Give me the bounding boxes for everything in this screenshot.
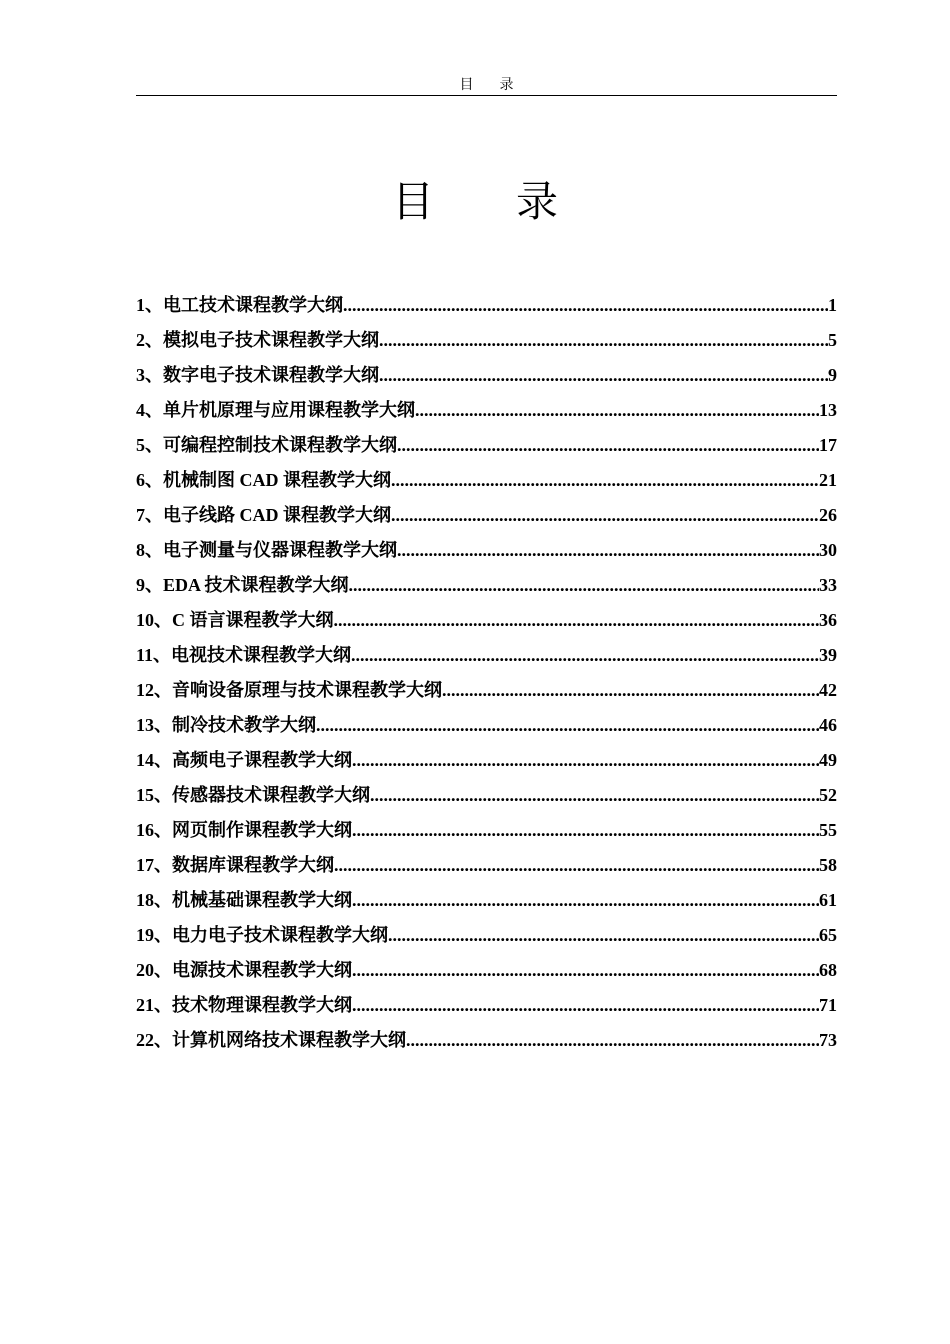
toc-entry-label: 3、数字电子技术课程教学大纲 [136,365,379,385]
toc-dot-leader [370,778,819,813]
toc-entry[interactable] [136,953,837,988]
toc-entry-label: 21、技术物理课程教学大纲 [136,995,352,1015]
toc-entry[interactable] [136,1023,837,1058]
toc-entry-label: 2、模拟电子技术课程教学大纲 [136,330,379,350]
toc-dot-leader [316,708,819,743]
toc-entry-label: 8、电子测量与仪器课程教学大纲 [136,540,397,560]
toc-entry-label: 12、音响设备原理与技术课程教学大纲 [136,680,442,700]
toc-dot-leader [352,883,819,918]
toc-entry-label: 10、C 语言课程教学大纲 [136,610,334,630]
toc-entry[interactable] [136,533,837,568]
toc-entry[interactable] [136,568,837,603]
toc-entry[interactable] [136,288,837,323]
toc-entry-page-number: 17 [819,435,837,455]
toc-dot-leader [379,323,828,358]
toc-entry-label: 11、电视技术课程教学大纲 [136,645,352,665]
page-title: 目录 [391,177,640,226]
toc-entry-label: 16、网页制作课程教学大纲 [136,820,352,840]
toc-entry-page-number: 21 [819,470,837,490]
toc-dot-leader [334,603,820,638]
toc-entry-page-number: 42 [819,680,837,700]
toc-entry-page-number: 71 [819,995,837,1015]
toc-entry-label: 5、可编程控制技术课程教学大纲 [136,435,397,455]
toc-dot-leader [352,813,819,848]
toc-entry-page-number: 13 [819,400,837,420]
toc-entry-page-number: 33 [819,575,837,595]
toc-dot-leader [397,428,819,463]
toc-entry[interactable] [136,463,837,498]
toc-dot-leader [391,463,819,498]
toc-dot-leader [349,568,819,603]
toc-dot-leader [352,953,819,988]
toc-entry-page-number: 61 [819,890,837,910]
toc-entry[interactable] [136,743,837,778]
toc-entry-page-number: 26 [819,505,837,525]
toc-entry-label: 22、计算机网络技术课程教学大纲 [136,1030,406,1050]
toc-entry[interactable] [136,918,837,953]
toc-dot-leader [352,743,819,778]
toc-entry-page-number: 52 [819,785,837,805]
toc-entry-label: 6、机械制图 CAD 课程教学大纲 [136,470,391,490]
toc-dot-leader [334,848,819,883]
toc-entry[interactable] [136,428,837,463]
toc-entry-page-number: 49 [819,750,837,770]
toc-entry-label: 4、单片机原理与应用课程教学大纲 [136,400,415,420]
toc-entry-label: 15、传感器技术课程教学大纲 [136,785,370,805]
toc-dot-leader [406,1023,819,1058]
toc-entry-page-number: 30 [819,540,837,560]
toc-entry[interactable] [136,638,837,673]
toc-entry-page-number: 58 [819,855,837,875]
running-header: 目录 [459,78,540,93]
toc-entry-label: 1、电工技术课程教学大纲 [136,295,343,315]
toc-entry[interactable] [136,848,837,883]
toc-entry-page-number: 39 [819,645,837,665]
toc-entry-label: 7、电子线路 CAD 课程教学大纲 [136,505,391,525]
toc-entry-label: 19、电力电子技术课程教学大纲 [136,925,388,945]
toc-dot-leader [379,358,828,393]
toc-dot-leader [415,393,819,428]
toc-entry-page-number: 68 [819,960,837,980]
toc-entry-label: 13、制冷技术教学大纲 [136,715,316,735]
toc-dot-leader [352,988,819,1023]
toc-entry-page-number: 73 [819,1030,837,1050]
toc-entry-page-number: 36 [819,610,837,630]
toc-entry-page-number: 65 [819,925,837,945]
table-of-contents [136,288,837,1058]
toc-entry[interactable] [136,988,837,1023]
toc-dot-leader [351,638,819,673]
toc-entry[interactable] [136,778,837,813]
toc-entry-page-number: 5 [828,330,837,350]
toc-dot-leader [442,673,819,708]
toc-entry[interactable] [136,358,837,393]
toc-entry-page-number: 46 [819,715,837,735]
toc-entry-label: 20、电源技术课程教学大纲 [136,960,352,980]
toc-entry[interactable] [136,393,837,428]
toc-entry-label: 9、EDA 技术课程教学大纲 [136,575,349,595]
toc-dot-leader [343,288,828,323]
header-rule [136,95,837,96]
toc-entry-page-number: 9 [828,365,837,385]
toc-dot-leader [388,918,819,953]
toc-dot-leader [391,498,819,533]
toc-entry[interactable] [136,323,837,358]
toc-entry-page-number: 55 [819,820,837,840]
toc-entry-page-number: 1 [828,295,837,315]
toc-entry[interactable] [136,603,837,638]
toc-entry-label: 18、机械基础课程教学大纲 [136,890,352,910]
toc-entry[interactable] [136,673,837,708]
toc-entry[interactable] [136,708,837,743]
toc-entry-label: 14、高频电子课程教学大纲 [136,750,352,770]
toc-entry-label: 17、数据库课程教学大纲 [136,855,334,875]
toc-dot-leader [397,533,819,568]
toc-entry[interactable] [136,813,837,848]
toc-entry[interactable] [136,883,837,918]
toc-entry[interactable] [136,498,837,533]
